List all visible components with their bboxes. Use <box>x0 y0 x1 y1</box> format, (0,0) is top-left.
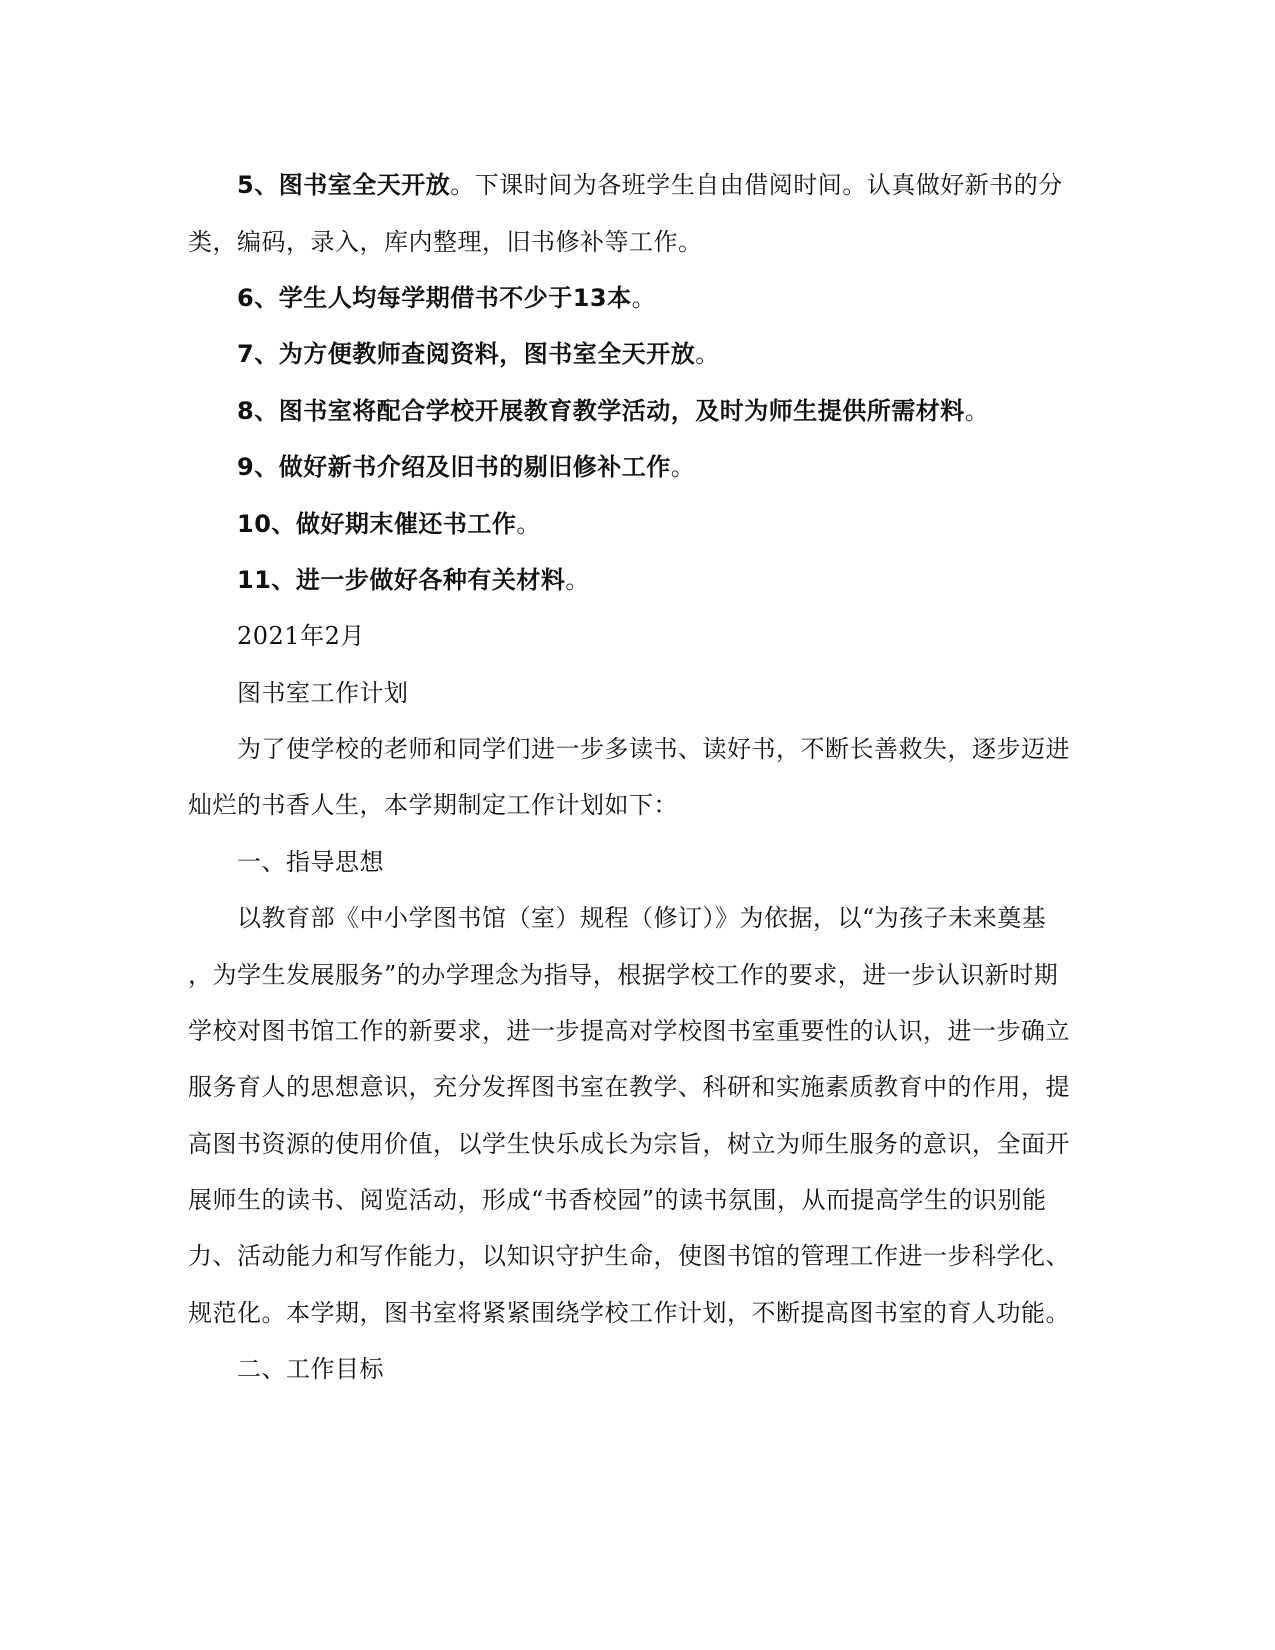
item-8 <box>237 396 1137 426</box>
section-1-line-1: 以教育部《中小学图书馆（室）规程（修订）》为依据，以“为孩子未来奠基 <box>237 904 1047 932</box>
item-7 <box>237 339 1137 369</box>
item-11-bold: 11、进一步做好各种有关材料 <box>237 566 566 594</box>
intro-line-2: 灿烂的书香人生，本学期制定工作计划如下： <box>188 791 678 819</box>
section-1-line-5: 高图书资源的使用价值，以学生快乐成长为宗旨，树立为师生服务的意识，全面开 <box>188 1130 1070 1158</box>
item-6-end: 。 <box>631 284 657 312</box>
item-11 <box>237 565 1137 595</box>
item-5-rest: 。下课时间为各班学生自由借阅时间。认真做好新书的分 <box>450 171 1063 199</box>
item-5-line-1 <box>237 170 1137 200</box>
item-10 <box>237 509 1137 539</box>
item-10-bold: 10、做好期末催还书工作 <box>237 510 517 538</box>
section-1-line-7: 力、活动能力和写作能力，以知识守护生命，使图书馆的管理工作进一步科学化、 <box>188 1242 1070 1270</box>
date-line: 2021年2月 <box>237 622 365 650</box>
item-7-end: 。 <box>695 340 720 368</box>
item-5-line-2: 类，编码，录入，库内整理，旧书修补等工作。 <box>188 228 703 256</box>
item-9-end: 。 <box>670 453 696 481</box>
item-8-end: 。 <box>964 397 990 425</box>
item-6 <box>237 283 1137 313</box>
item-9 <box>237 452 1137 482</box>
item-7-bold: 7、为方便教师查阅资料，图书室全天开放 <box>237 340 696 368</box>
intro-line-1: 为了使学校的老师和同学们进一步多读书、读好书，不断长善救失，逐步迈进 <box>237 735 1070 763</box>
item-5-bold: 5、图书室全天开放 <box>237 171 451 199</box>
section-1-line-8: 规范化。本学期，图书室将紧紧围绕学校工作计划，不断提高图书室的育人功能。 <box>188 1299 1070 1327</box>
plan-title: 图书室工作计划 <box>237 679 409 707</box>
section-2-heading: 二、工作目标 <box>237 1355 384 1383</box>
section-1-line-4: 服务育人的思想意识，充分发挥图书室在教学、科研和实施素质教育中的作用，提 <box>188 1073 1070 1101</box>
item-10-end: 。 <box>516 510 541 538</box>
section-1-line-3: 学校对图书馆工作的新要求，进一步提高对学校图书室重要性的认识，进一步确立 <box>188 1017 1070 1045</box>
item-9-bold: 9、做好新书介绍及旧书的剔旧修补工作 <box>237 453 671 481</box>
item-8-bold: 8、图书室将配合学校开展教育教学活动，及时为师生提供所需材料 <box>237 397 965 425</box>
section-1-heading: 一、指导思想 <box>237 848 384 876</box>
item-11-end: 。 <box>565 566 590 594</box>
item-6-bold: 6、学生人均每学期借书不少于13本 <box>237 284 632 312</box>
section-1-line-6: 展师生的读书、阅览活动，形成“书香校园”的读书氛围，从而提高学生的识别能 <box>188 1186 1047 1214</box>
section-1-line-2: ，为学生发展服务”的办学理念为指导，根据学校工作的要求，进一步认识新时期 <box>188 961 1059 989</box>
